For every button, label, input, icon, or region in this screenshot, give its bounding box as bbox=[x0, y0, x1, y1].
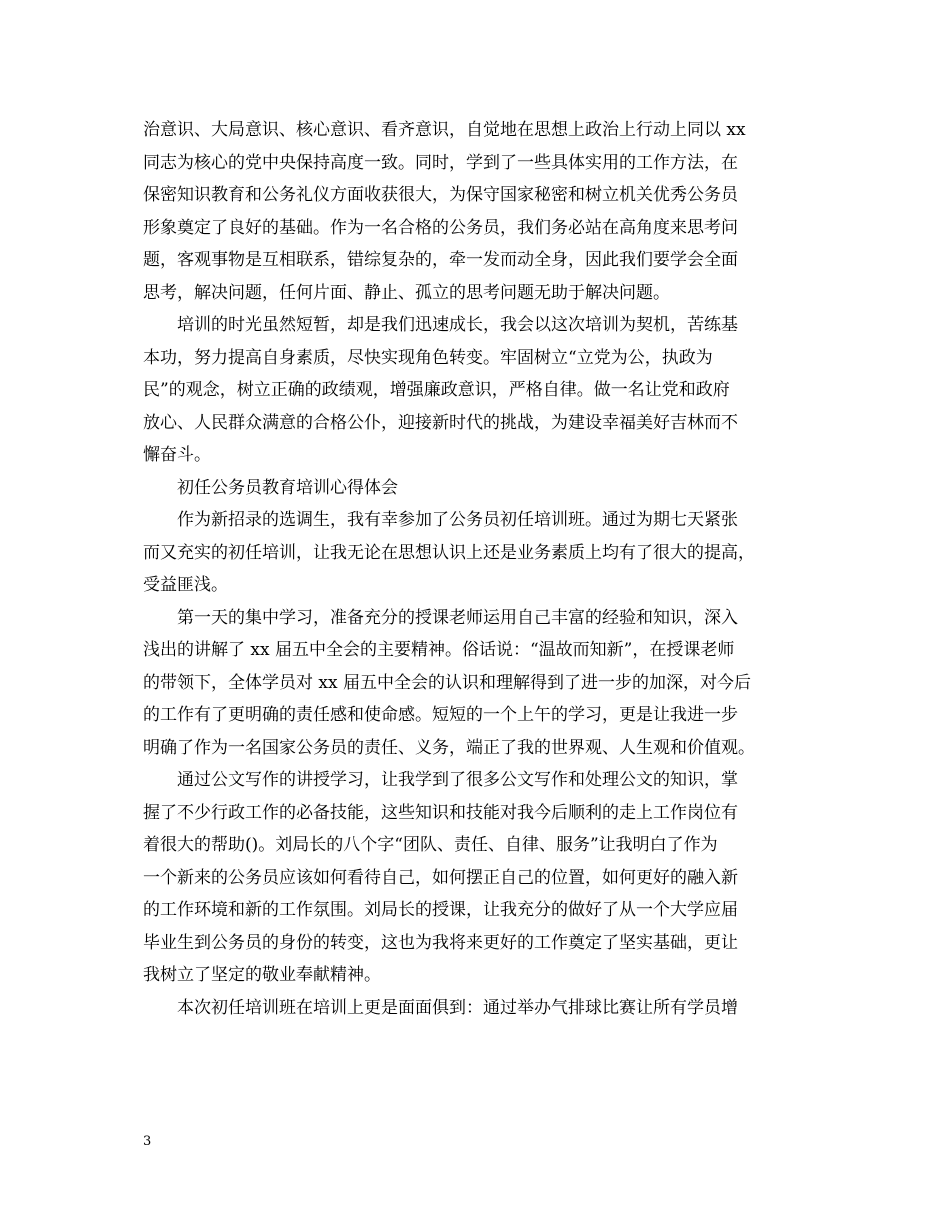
text-line: 民”的观念，树立正确的政绩观，增强廉政意识，严格自律。做一名让党和政府 bbox=[143, 380, 730, 400]
text-line: 作为新招录的选调生，我有幸参加了公务员初任培训班。通过为期七天紧张 bbox=[177, 510, 738, 530]
body-text bbox=[143, 114, 823, 1024]
text-line: 题，客观事物是互相联系，错综复杂的，牵一发而动全身，因此我们要学会全面 bbox=[143, 250, 738, 270]
text-line: 的工作有了更明确的责任感和使命感。短短的一个上午的学习，更是让我进一步 bbox=[143, 705, 738, 725]
text-line: 握了不少行政工作的必备技能，这些知识和技能对我今后顺利的走上工作岗位有 bbox=[143, 802, 738, 823]
text-line: 的工作环境和新的工作氛围。刘局长的授课，让我充分的做好了从一个大学应届 bbox=[143, 900, 738, 920]
text-line: 的带领下，全体学员对 xx 届五中全会的认识和理解得到了进一步的加深，对今后 bbox=[143, 672, 751, 693]
text-line: 治意识、大局意识、核心意识、看齐意识，自觉地在思想上政治上行动上同以 xx bbox=[143, 120, 746, 140]
text-line: 保密知识教育和公务礼仪方面收获很大，为保守国家秘密和树立机关优秀公务员 bbox=[143, 185, 738, 205]
text-line: 第一天的集中学习，准备充分的授课老师运用自己丰富的经验和知识，深入 bbox=[177, 607, 738, 628]
text-line: 而又充实的初任培训，让我无论在思想认识上还是业务素质上均有了很大的提高， bbox=[143, 542, 755, 563]
text-line: 本次初任培训班在培训上更是面面俱到：通过举办气排球比赛让所有学员增 bbox=[177, 997, 738, 1018]
text-line: 我树立了坚定的敬业奉献精神。 bbox=[143, 965, 381, 985]
text-line: 本功，努力提高自身素质，尽快实现角色转变。牢固树立“立党为公，执政为 bbox=[143, 347, 713, 368]
text-line: 浅出的讲解了 xx 届五中全会的主要精神。俗话说：“温故而知新”，在授课老师 bbox=[143, 640, 735, 660]
text-line: 一个新来的公务员应该如何看待自己，如何摆正自己的位置，如何更好的融入新 bbox=[143, 867, 738, 888]
text-line: 明确了作为一名国家公务员的责任、义务，端正了我的世界观、人生观和价值观。 bbox=[143, 737, 755, 758]
text-line: 毕业生到公务员的身份的转变，这也为我将来更好的工作奠定了坚实基础，更让 bbox=[143, 932, 738, 953]
text-line: 着很大的帮助()。刘局长的八个字“团队、责任、自律、服务”让我明白了作为 bbox=[143, 835, 718, 855]
text-line: 懈奋斗。 bbox=[143, 445, 211, 465]
text-line: 通过公文写作的讲授学习，让我学到了很多公文写作和处理公文的知识，掌 bbox=[177, 770, 738, 790]
text-line: 放心、人民群众满意的合格公仆，迎接新时代的挑战，为建设幸福美好吉林而不 bbox=[143, 412, 738, 433]
text-line: 培训的时光虽然短暂，却是我们迅速成长，我会以这次培训为契机，苦练基 bbox=[177, 315, 738, 335]
section-heading: 初任公务员教育培训心得体会 bbox=[177, 477, 398, 498]
text-line: 受益匪浅。 bbox=[143, 575, 228, 595]
text-line: 同志为核心的党中央保持高度一致。同时，学到了一些具体实用的工作方法，在 bbox=[143, 152, 738, 173]
page-number: 3 bbox=[143, 1134, 152, 1149]
text-line: 思考，解决问题，任何片面、静止、孤立的思考问题无助于解决问题。 bbox=[143, 282, 670, 303]
text-line: 形象奠定了良好的基础。作为一名合格的公务员，我们务必站在高角度来思考问 bbox=[143, 217, 738, 238]
